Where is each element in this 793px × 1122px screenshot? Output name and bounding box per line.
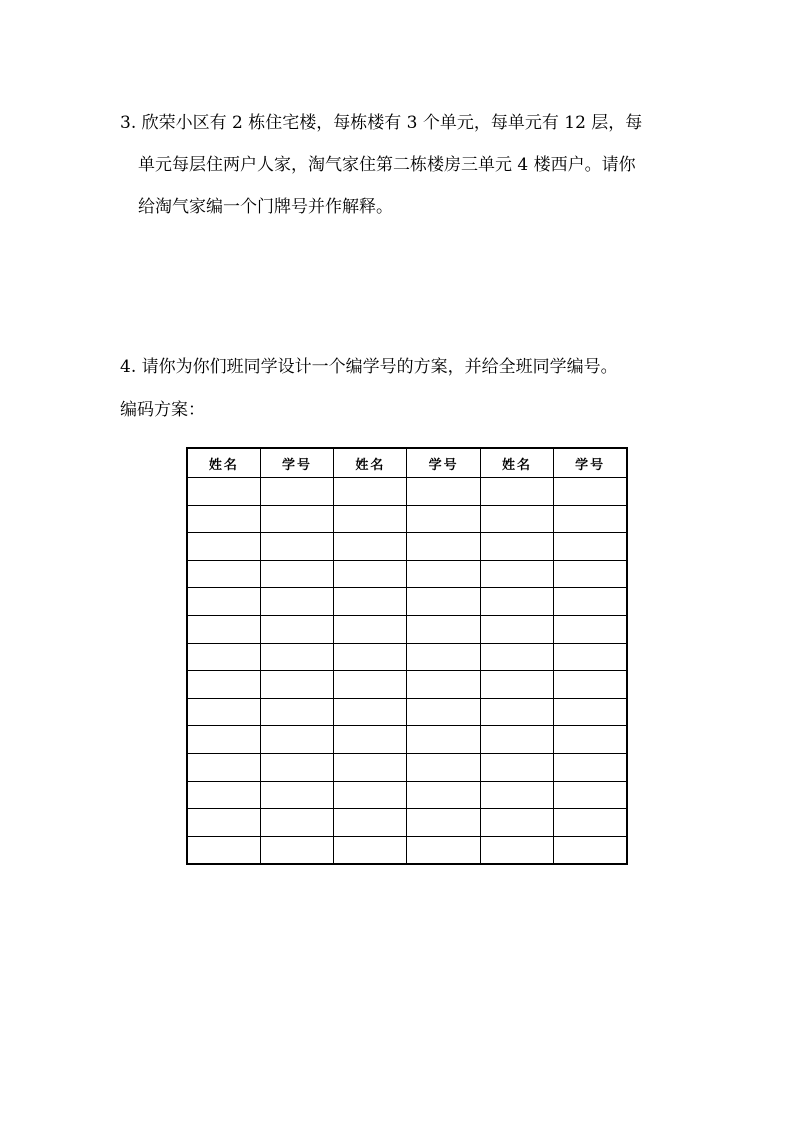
table-row (187, 615, 627, 643)
student-id-cell (260, 505, 333, 533)
table-row (187, 726, 627, 754)
table-row (187, 505, 627, 533)
name-cell (480, 588, 553, 616)
student-id-cell (407, 478, 480, 506)
student-id-cell (407, 726, 480, 754)
name-cell (187, 671, 260, 699)
student-id-cell (407, 588, 480, 616)
student-id-cell (260, 615, 333, 643)
table-row (187, 698, 627, 726)
name-cell (187, 560, 260, 588)
name-cell (334, 753, 407, 781)
scheme-label: 编码方案： (120, 400, 205, 420)
student-id-cell (554, 560, 627, 588)
student-id-cell (407, 533, 480, 561)
student-id-cell (407, 809, 480, 837)
student-id-cell (260, 478, 333, 506)
student-id-cell (407, 643, 480, 671)
name-cell (480, 505, 553, 533)
student-id-cell (260, 588, 333, 616)
name-cell (187, 478, 260, 506)
question-3-line-1: 3. 欣荣小区有 2 栋住宅楼，每栋楼有 3 个单元，每单元有 12 层，每 (120, 113, 643, 133)
question-3-line-2: 单元每层住两户人家，淘气家住第二栋楼房三单元 4 楼西户。请你 (138, 155, 636, 175)
student-id-cell (260, 698, 333, 726)
student-id-cell (554, 698, 627, 726)
student-id-cell (260, 560, 333, 588)
name-cell (334, 836, 407, 864)
name-cell (187, 809, 260, 837)
header-name-1: 姓名 (187, 448, 260, 478)
student-id-cell (554, 615, 627, 643)
table-row (187, 560, 627, 588)
name-cell (187, 533, 260, 561)
name-cell (334, 505, 407, 533)
name-cell (187, 698, 260, 726)
name-cell (334, 615, 407, 643)
name-cell (480, 643, 553, 671)
header-name-3: 姓名 (480, 448, 553, 478)
student-id-cell (260, 836, 333, 864)
name-cell (480, 781, 553, 809)
name-cell (334, 478, 407, 506)
name-cell (334, 588, 407, 616)
table-row (187, 809, 627, 837)
name-cell (187, 753, 260, 781)
student-id-cell (260, 781, 333, 809)
name-cell (480, 726, 553, 754)
table-row (187, 588, 627, 616)
name-cell (480, 753, 553, 781)
header-name-2: 姓名 (334, 448, 407, 478)
student-id-cell (554, 588, 627, 616)
name-cell (480, 809, 553, 837)
table-row (187, 478, 627, 506)
name-cell (480, 533, 553, 561)
name-cell (334, 643, 407, 671)
header-student-id-1: 学号 (260, 448, 333, 478)
table-row (187, 671, 627, 699)
student-id-cell (554, 781, 627, 809)
name-cell (334, 809, 407, 837)
name-cell (334, 671, 407, 699)
student-id-cell (260, 726, 333, 754)
name-cell (187, 781, 260, 809)
name-cell (480, 478, 553, 506)
table-row (187, 781, 627, 809)
table-row (187, 533, 627, 561)
table-row (187, 643, 627, 671)
student-id-cell (260, 671, 333, 699)
student-id-cell (554, 671, 627, 699)
name-cell (334, 560, 407, 588)
name-cell (334, 781, 407, 809)
header-student-id-3: 学号 (554, 448, 627, 478)
student-roster-table (186, 447, 628, 865)
name-cell (480, 698, 553, 726)
question-4: 4. 请你为你们班同学设计一个编学号的方案，并给全班同学编号。 (120, 357, 618, 377)
student-id-cell (554, 533, 627, 561)
student-id-cell (260, 643, 333, 671)
student-id-cell (407, 781, 480, 809)
student-id-cell (407, 615, 480, 643)
question-3-line-3: 给淘气家编一个门牌号并作解释。 (138, 197, 393, 217)
student-id-cell (407, 560, 480, 588)
student-id-cell (554, 726, 627, 754)
name-cell (480, 560, 553, 588)
table-row (187, 836, 627, 864)
name-cell (187, 836, 260, 864)
name-cell (334, 726, 407, 754)
student-id-cell (554, 478, 627, 506)
name-cell (480, 615, 553, 643)
table-body (187, 478, 627, 865)
name-cell (334, 698, 407, 726)
student-id-cell (554, 809, 627, 837)
student-id-cell (407, 836, 480, 864)
name-cell (480, 671, 553, 699)
student-id-cell (260, 753, 333, 781)
name-cell (187, 588, 260, 616)
student-id-cell (554, 643, 627, 671)
name-cell (187, 643, 260, 671)
name-cell (187, 615, 260, 643)
name-cell (334, 533, 407, 561)
student-id-cell (407, 671, 480, 699)
student-id-cell (554, 836, 627, 864)
student-id-cell (407, 698, 480, 726)
question-3 (120, 102, 680, 228)
name-cell (480, 836, 553, 864)
student-id-cell (260, 533, 333, 561)
student-id-cell (407, 505, 480, 533)
student-id-cell (554, 505, 627, 533)
student-id-cell (260, 809, 333, 837)
student-id-cell (554, 753, 627, 781)
table-header-row (187, 448, 627, 478)
student-id-cell (407, 753, 480, 781)
name-cell (187, 505, 260, 533)
name-cell (187, 726, 260, 754)
table-row (187, 753, 627, 781)
header-student-id-2: 学号 (407, 448, 480, 478)
